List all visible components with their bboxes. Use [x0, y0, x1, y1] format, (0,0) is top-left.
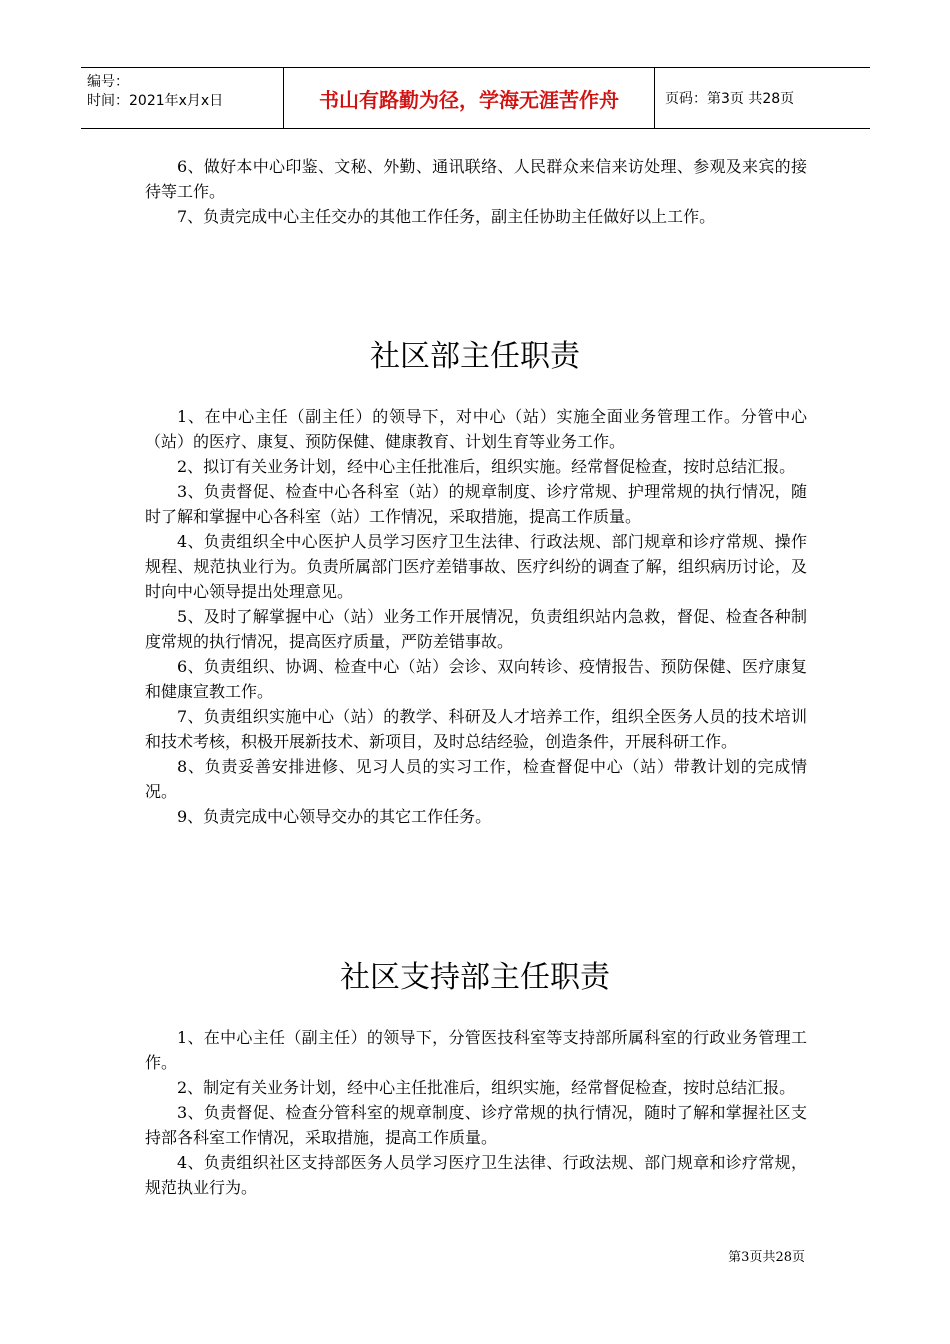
paragraph: 8、负责妥善安排进修、见习人员的实习工作，检查督促中心（站）带教计划的完成情况。	[145, 757, 807, 801]
page-header	[81, 67, 870, 129]
paragraph: 6、做好本中心印鉴、文秘、外勤、通讯联络、人民群众来信来访处理、参观及来宾的接待等工作。	[145, 157, 807, 201]
section-title: 社区支持部主任职责	[340, 960, 610, 995]
paragraph: 4、负责组织社区支持部医务人员学习医疗卫生法律、行政法规、部门规章和诊疗常规，规范执业行为。	[145, 1153, 807, 1197]
header-meta	[81, 68, 283, 128]
paragraph: 3、负责督促、检查分管科室的规章制度、诊疗常规的执行情况，随时了解和掌握社区支持部各科室工作情况，采取措施，提高工作质量。	[145, 1103, 807, 1147]
section1-body	[145, 404, 807, 829]
paragraph: 4、负责组织全中心医护人员学习医疗卫生法律、行政法规、部门规章和诊疗常规、操作规程、规范执业行为。负责所属部门医疗差错事故、医疗纠纷的调查了解，组织病历讨论，及时向中心领导提出处理意见。	[145, 532, 807, 601]
header-page-info: 页码：第3页 共28页	[665, 91, 795, 107]
paragraph: 5、及时了解掌握中心（站）业务工作开展情况，负责组织站内急救，督促、检查各种制度常规的执行情况，提高医疗质量，严防差错事故。	[145, 607, 807, 651]
page-footer: 第3页共28页	[728, 1250, 805, 1265]
intro-block	[145, 154, 807, 229]
paragraph: 2、制定有关业务计划，经中心主任批准后，组织实施，经常督促检查，按时总结汇报。	[177, 1078, 796, 1097]
paragraph: 9、负责完成中心领导交办的其它工作任务。	[177, 807, 492, 826]
paragraph: 1、在中心主任（副主任）的领导下，分管医技科室等支持部所属科室的行政业务管理工作。	[145, 1028, 807, 1072]
paragraph: 6、负责组织、协调、检查中心（站）会诊、双向转诊、疫情报告、预防保健、医疗康复和健康宣教工作。	[145, 657, 807, 701]
date-label: 时间：2021年x月x日	[87, 93, 224, 109]
header-motto: 书山有路勤为径，学海无涯苦作舟	[283, 68, 655, 128]
section2-body	[145, 1025, 807, 1200]
paragraph: 1、在中心主任（副主任）的领导下，对中心（站）实施全面业务管理工作。分管中心（站）的医疗、康复、预防保健、健康教育、计划生育等业务工作。	[145, 407, 807, 451]
paragraph: 3、负责督促、检查中心各科室（站）的规章制度、诊疗常规、护理常规的执行情况，随时了解和掌握中心各科室（站）工作情况，采取措施，提高工作质量。	[145, 482, 807, 526]
code-label: 编号：	[87, 74, 129, 90]
paragraph: 7、负责完成中心主任交办的其他工作任务，副主任协助主任做好以上工作。	[177, 207, 716, 226]
paragraph: 7、负责组织实施中心（站）的教学、科研及人才培养工作，组织全医务人员的技术培训和技术考核，积极开展新技术、新项目，及时总结经验，创造条件，开展科研工作。	[145, 707, 807, 751]
section-title: 社区部主任职责	[370, 339, 580, 374]
paragraph: 2、拟订有关业务计划，经中心主任批准后，组织实施。经常督促检查，按时总结汇报。	[177, 457, 796, 476]
